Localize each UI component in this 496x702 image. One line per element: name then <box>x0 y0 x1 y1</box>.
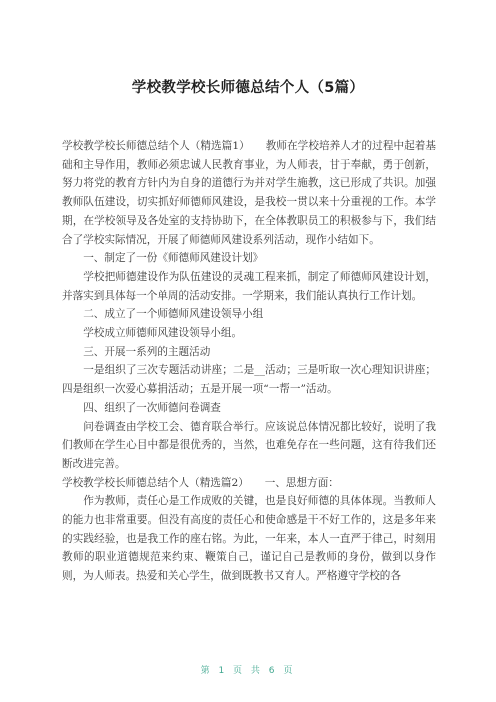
paragraph: 学校成立师德师风建设领导小组。 <box>83 327 243 340</box>
paragraph: 学校教学校长师德总结个人（精选篇1） 教师在学校培养人才的过程中起着基础和主导作用，教师必须忠诚人民教育事业，为人师表，甘于奉献，勇于创新，努力将党的教育方针内为自身的道德行为并对学生施教，这已形成了共识。加强教师队伍建设，切实抓好师德师风建设，是我校一贯以来十分重视的工作。本学期，在学校领导及各处室的支持协助下，在全体教职员工的积极参与下，我们结合了学校实际情况，开展了师德师风建设系列活动，现作小结如下。 <box>62 140 436 246</box>
section-heading: 二、成立了一个师德师风建设领导小组 <box>83 308 264 321</box>
section-heading: 四、组织了一次师德问卷调查 <box>83 401 221 414</box>
paragraph: 学校教学校长师德总结个人（精选篇2） 一、思想方面： <box>62 476 339 489</box>
paragraph: 作为教师，责任心是工作成败的关键，也是良好师德的具体体现。当教师人的能力也非常重要。但没有高度的责任心和使命感是干不好工作的，这是多年来的实践经验，也是我工作的座右铭。为此，一年来，本人一直严于律己，时刻用教师的职业道德规范来约束、鞭策自己，谨记自己是教师的身份，做到以身作则，为人师表。热爱和关心学生，做到既教书又育人。严格遵守学校的各 <box>62 495 436 583</box>
paragraph: 一是组织了三次专题活动讲座；二是__活动；三是听取一次心理知识讲座；四是组织一次爱心募捐活动；五是开展一项“一帮一”活动。 <box>62 364 436 396</box>
document-body <box>62 137 436 586</box>
paragraph: 学校把师德建设作为队伍建设的灵魂工程来抓，制定了师德师风建设计划，并落实到具体每一个单周的活动安排。一学期来，我们能认真执行工作计划。 <box>62 270 436 302</box>
paragraph: 问卷调查由学校工会、德育联合举行。应该说总体情况都比较好，说明了我们教师在学生心目中都是很优秀的，当然，也难免存在一些问题，这有待我们还断改进完善。 <box>62 420 436 470</box>
section-heading: 三、开展一系列的主题活动 <box>83 345 211 358</box>
document-title: 学校教学校长师德总结个人（5篇） <box>131 80 365 96</box>
page-number-footer: 第 1 页 共 6 页 <box>200 666 296 676</box>
section-heading: 一、制定了一份《师德师风建设计划》 <box>83 252 264 265</box>
